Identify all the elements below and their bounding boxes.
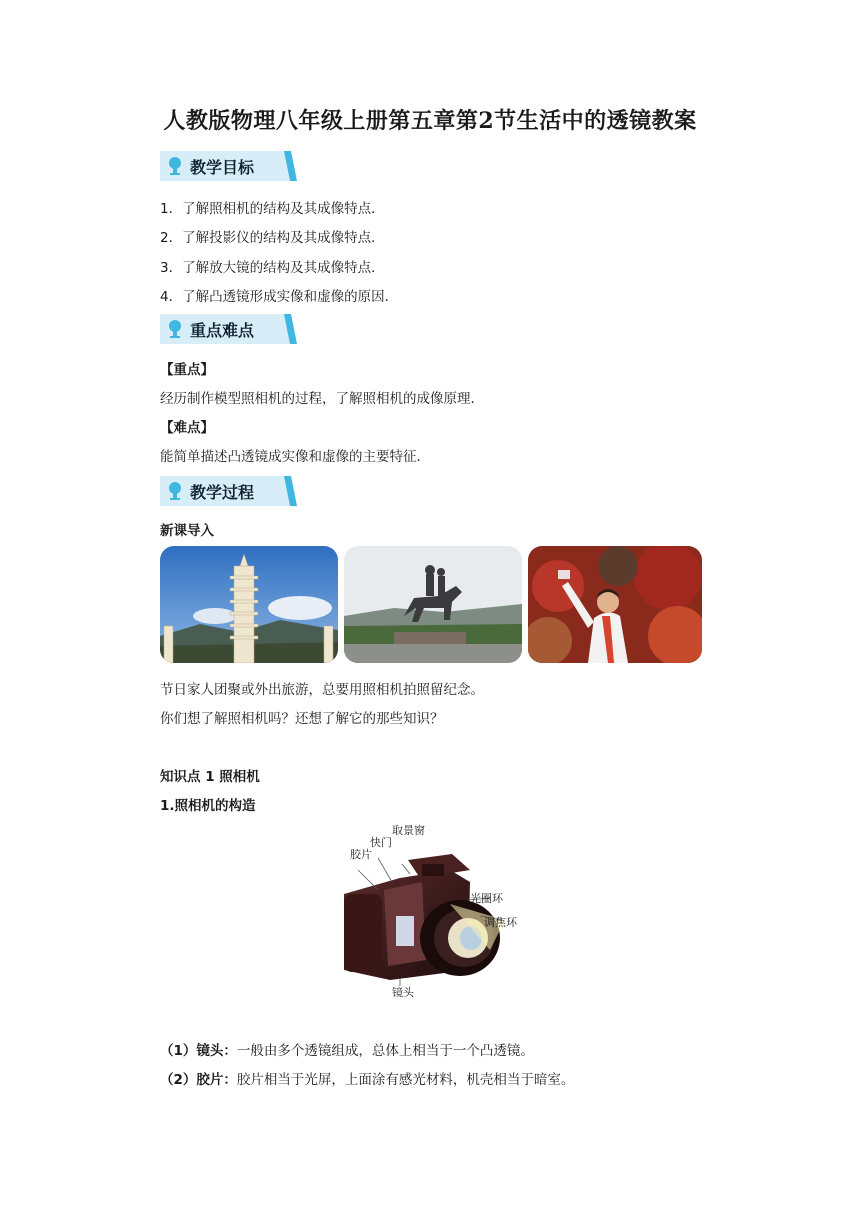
item-film [160,1068,574,1088]
document-title: 人教版物理八年级上册第五章第2节生活中的透镜教案 [163,108,697,134]
goal-item: 1．了解照相机的结构及其成像特点． [160,201,385,217]
item-lens [160,1039,534,1059]
pagoda-photo [160,546,338,663]
camera-diagram [330,820,540,1005]
shutter-label: 快门 [370,836,392,849]
intro-line-1: 节日家人团聚或外出旅游，总要用照相机拍照留纪念。 [160,682,484,698]
knowledge-point-heading: 知识点 1 照相机 [160,769,260,785]
item-label: （2）胶片： [160,1072,237,1088]
difficult-point-text: 能简单描述凸透镜成实像和虚像的主要特征． [160,449,430,465]
key-point-label: 【重点】 [160,362,214,378]
focus-ring-label: 调焦环 [484,916,517,929]
camera-structure-heading: 1.照相机的构造 [160,798,256,814]
key-point-text: 经历制作模型照相机的过程，了解照相机的成像原理． [160,391,484,407]
goal-item: 4．了解凸透镜形成实像和虚像的原因． [160,289,399,305]
section-banner-process [160,476,300,506]
lens-label: 镜头 [392,986,414,999]
banner-label: 教学过程 [190,483,255,502]
aperture-ring-label: 光圈环 [470,892,503,905]
banner-label: 教学目标 [190,158,255,177]
difficult-point-label: 【难点】 [160,420,214,436]
viewfinder-label: 取景窗 [392,824,425,837]
goal-item: 2．了解投影仪的结构及其成像特点． [160,230,385,246]
autumn-portrait-photo [528,546,702,663]
intro-line-2: 你们想了解照相机吗？还想了解它的那些知识？ [160,711,444,727]
item-label: （1）镜头： [160,1043,237,1059]
item-text: 胶片相当于光屏，上面涂有感光材料，机壳相当于暗室。 [236,1072,575,1088]
intro-heading: 新课导入 [160,523,214,539]
film-label: 胶片 [350,848,372,861]
section-banner-key [160,314,300,344]
banner-label: 重点难点 [190,321,255,340]
item-text: 一般由多个透镜组成，总体上相当于一个凸透镜。 [236,1043,534,1059]
statue-photo [344,546,522,663]
section-banner-goals [160,151,300,181]
goal-item: 3．了解放大镜的结构及其成像特点． [160,260,385,276]
